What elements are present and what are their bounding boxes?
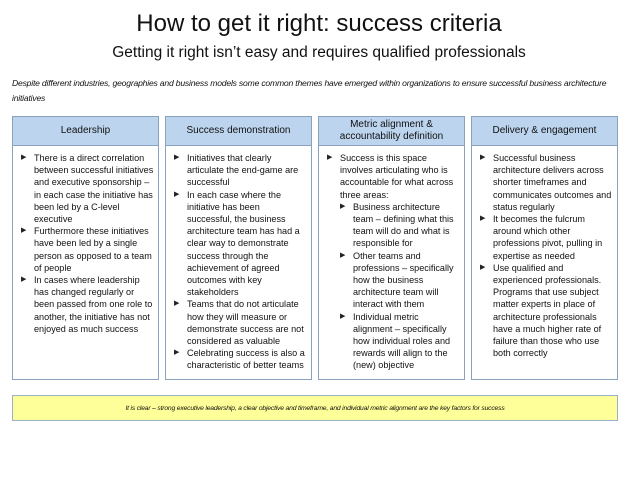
bullet-arrow-icon: ▶ <box>174 190 180 198</box>
bullet-arrow-icon: ▶ <box>21 227 27 235</box>
bullet-arrow-icon: ▶ <box>21 276 27 284</box>
bullet-text: In each case where the initiative has been successful, the business architecture team has had a clear way to demonstrate success through the achievement of agreed outcomes with key stakeholders <box>187 189 300 298</box>
bullet-item <box>174 152 307 189</box>
bullet-list <box>13 146 158 335</box>
bullet-item <box>21 152 154 225</box>
bullet-item <box>480 213 613 262</box>
column-heading: Success demonstration <box>166 117 311 146</box>
bullet-text: Use qualified and experienced professionals. Programs that use subject matter experts in place of architecture professionals have a much higher rate of failure than those who use both correctly <box>493 262 602 359</box>
bullet-text: Other teams and professions – specifically how the business architecture team will interact with them <box>353 250 454 310</box>
bullet-text: Success is this space involves articulating who is accountable for what across three areas: <box>340 153 454 200</box>
column-heading: Metric alignment & accountability definition <box>319 117 464 146</box>
column-heading: Leadership <box>13 117 158 146</box>
bullet-text: Celebrating success is also a characteristic of better teams <box>187 348 305 371</box>
column-delivery-engagement <box>471 116 618 380</box>
conclusion-banner: It is clear – strong executive leadership, a clear objective and timeframe, and individual metric alignment are the key factors for success <box>12 395 618 421</box>
slide-title: How to get it right: success criteria <box>136 10 502 37</box>
bullet-arrow-icon: ▶ <box>327 154 333 161</box>
bullet-item <box>327 201 460 250</box>
column-heading: Delivery & engagement <box>472 117 617 146</box>
column-success-demonstration <box>165 116 312 380</box>
column-metric-alignment <box>318 116 465 380</box>
bullet-list <box>472 146 617 359</box>
bullet-text: Furthermore these initiatives have been led by a single person as opposed to a team of people <box>34 226 152 273</box>
intro-text: Despite different industries, geographies and business models some common themes have emerged within organizations to ensure successful business architecture initiatives <box>12 78 607 103</box>
bullet-arrow-icon: ▶ <box>480 215 486 223</box>
bullet-arrow-icon: ▶ <box>174 154 180 161</box>
bullet-text: Individual metric alignment – specifically how individual roles and rewards will align to the (new) objective <box>353 311 451 371</box>
bullet-arrow-icon: ▶ <box>174 349 180 357</box>
bullet-item <box>480 152 613 213</box>
column-leadership <box>12 116 159 380</box>
bullet-list <box>166 146 311 372</box>
bullet-text: Successful business architecture delivers across shorter timeframes and communicates outcomes and status regularly <box>493 153 612 212</box>
bullet-arrow-icon: ▶ <box>174 300 180 308</box>
bullet-item <box>174 298 307 347</box>
bullet-item <box>327 250 460 311</box>
bullet-list <box>319 146 464 372</box>
bullet-text: Teams that do not articulate how they will measure or demonstrate success are not considered as valuable <box>187 299 304 347</box>
bullet-text: There is a direct correlation between successful initiatives and executive sponsorship – in each case the initiative has been led by a C-level executive <box>34 153 154 225</box>
bullet-item <box>21 225 154 274</box>
bullet-item <box>174 347 307 371</box>
bullet-arrow-icon: ▶ <box>340 312 346 320</box>
bullet-arrow-icon: ▶ <box>340 251 346 259</box>
bullet-item <box>480 262 613 360</box>
bullet-text: Initiatives that clearly articulate the end-game are successful <box>187 153 299 188</box>
bullet-text: It becomes the fulcrum around which other professions pivot, pulling in expertise as needed <box>493 214 603 261</box>
slide-subtitle: Getting it right isn’t easy and requires qualified professionals <box>112 44 526 61</box>
bullet-item <box>327 311 460 372</box>
bullet-item <box>21 274 154 335</box>
bullet-arrow-icon: ▶ <box>480 154 486 161</box>
bullet-arrow-icon: ▶ <box>340 202 346 210</box>
bullet-arrow-icon: ▶ <box>480 263 486 271</box>
bullet-item <box>327 152 460 201</box>
bullet-text: In cases where leadership has changed regularly or been passed from one role to another, the initiative has not enjoyed as much success <box>34 275 153 334</box>
bullet-arrow-icon: ▶ <box>21 154 27 161</box>
bullet-text: Business architecture team – defining what this team will do and what is responsible for <box>353 201 454 249</box>
bullet-item <box>174 189 307 299</box>
